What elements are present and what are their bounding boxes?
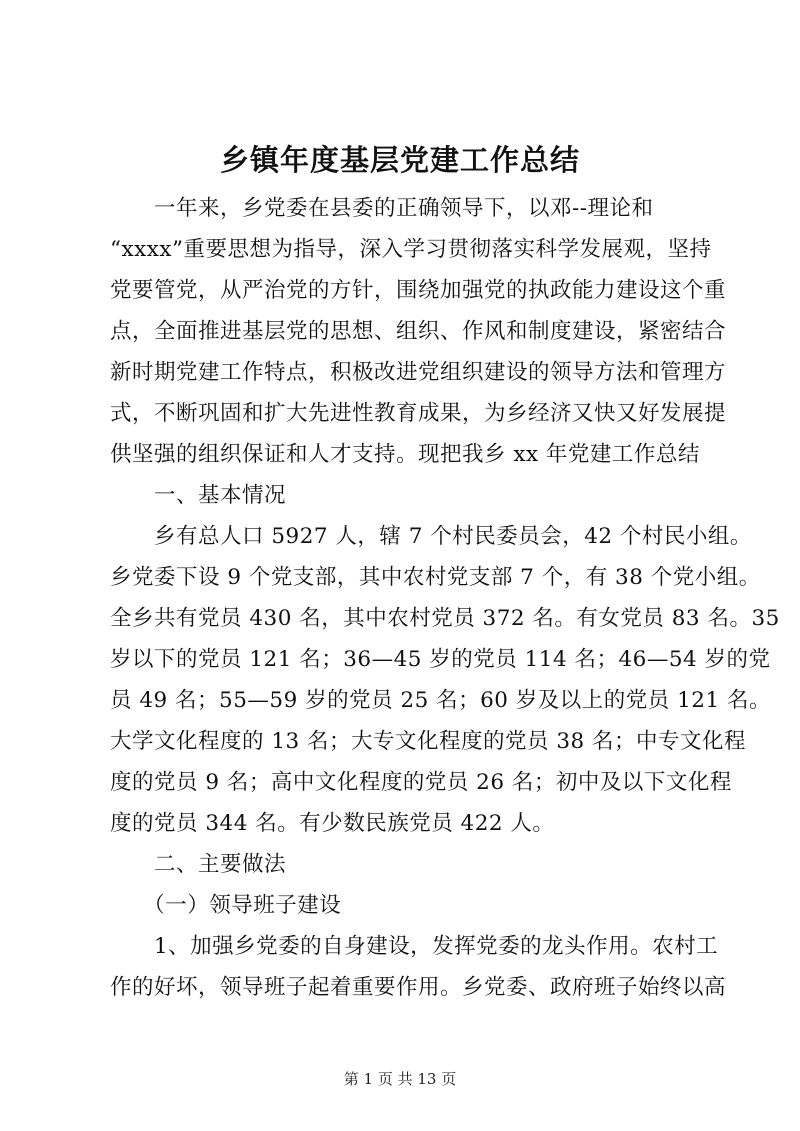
body-line: 大学文化程度的 13 名；大专文化程度的党员 38 名；中专文化程 <box>110 729 747 754</box>
body-line: 1、加强乡党委的自身建设，发挥党委的龙头作用。农村工 <box>110 934 719 959</box>
body-line: 乡有总人口 5927 人，辖 7 个村民委员会，42 个村民小组。 <box>110 524 752 549</box>
body-line: 岁以下的党员 121 名；36—45 岁的党员 114 名；46—54 岁的党 <box>110 647 771 672</box>
body-line: 度的党员 344 名。有少数民族党员 422 人。 <box>110 811 555 836</box>
subsection-heading: （一）领导班子建设 <box>110 893 342 918</box>
document-title: 乡镇年度基层党建工作总结 <box>219 143 580 177</box>
body-line: 党要管党，从严治党的方针，围绕加强党的执政能力建设这个重 <box>110 278 727 303</box>
body-line: 点，全面推进基层党的思想、组织、作风和制度建设，紧密结合 <box>110 319 727 344</box>
section-heading-basic: 一、基本情况 <box>110 483 287 508</box>
body-line: 乡党委下设 9 个党支部，其中农村党支部 7 个，有 38 个党小组。 <box>110 565 761 590</box>
body-line: 一年来，乡党委在县委的正确领导下，以邓--理论和 <box>110 196 654 221</box>
body-line: 作的好坏，领导班子起着重要作用。乡党委、政府班子始终以高 <box>110 975 727 1000</box>
body-line: 供坚强的组织保证和人才支持。现把我乡 xx 年党建工作总结 <box>110 442 700 467</box>
section-heading-practice: 二、主要做法 <box>110 852 287 877</box>
body-line: 式，不断巩固和扩大先进性教育成果，为乡经济又快又好发展提 <box>110 401 727 426</box>
body-line: 员 49 名；55—59 岁的党员 25 名；60 岁及以上的党员 121 名。 <box>110 688 772 713</box>
body-line: 新时期党建工作特点，积极改进党组织建设的领导方法和管理方 <box>110 360 727 385</box>
page-footer: 第 1 页 共 13 页 <box>343 1070 457 1088</box>
body-line: “xxxx”重要思想为指导，深入学习贯彻落实科学发展观，坚持 <box>110 237 712 262</box>
body-line: 度的党员 9 名；高中文化程度的党员 26 名；初中及以下文化程 <box>110 770 732 795</box>
body-line: 全乡共有党员 430 名，其中农村党员 372 名。有女党员 83 名。35 <box>110 606 780 631</box>
